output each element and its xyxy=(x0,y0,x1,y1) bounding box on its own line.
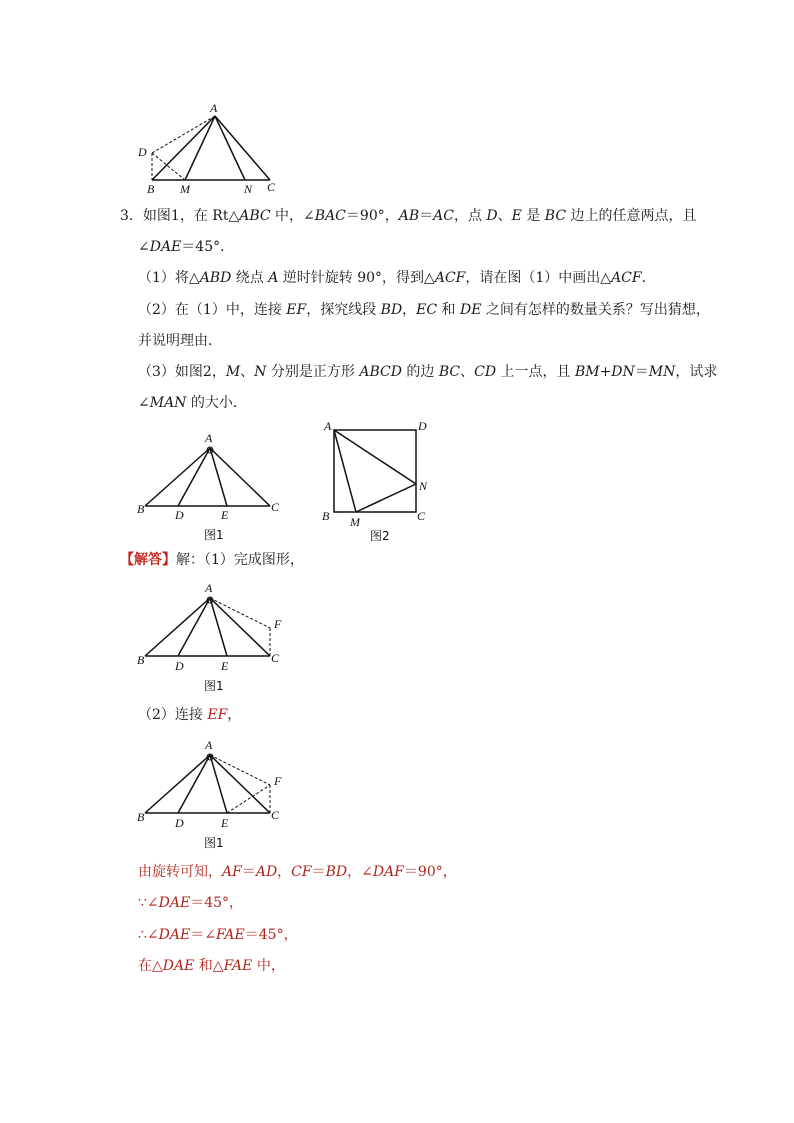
problem-part-2-line-2: 并说明理由． xyxy=(138,333,222,349)
dashed-EF xyxy=(227,785,270,813)
figure-1-with-EF xyxy=(130,735,300,855)
svg-text:F: F xyxy=(274,774,282,788)
label-B: B xyxy=(137,502,145,516)
svg-text:E: E xyxy=(221,659,229,673)
problem-part-2: （2）在（1）中，连接 EF，探究线段 BD，EC 和 DE 之间有怎样的数量关系？写出猜想， xyxy=(138,302,710,318)
label-C: C xyxy=(271,500,280,514)
label-A: A xyxy=(210,101,218,115)
label-C: C xyxy=(267,180,276,194)
svg-text:B: B xyxy=(137,810,145,824)
problem-number: 3． xyxy=(120,208,143,224)
answer-line-3: ∴∠DAE＝∠FAE＝45°， xyxy=(138,927,298,943)
figure-top xyxy=(130,98,290,198)
label-M: M xyxy=(180,182,190,196)
svg-text:A: A xyxy=(205,581,213,595)
label-B: B xyxy=(147,182,155,196)
figure-2-svg xyxy=(318,416,448,546)
figure-1-with-EF-svg xyxy=(130,735,300,855)
figure-1 xyxy=(130,428,290,548)
label-N: N xyxy=(419,479,428,493)
answer-line-4: 在△DAE 和△FAE 中， xyxy=(138,958,285,974)
svg-text:A: A xyxy=(205,738,213,752)
answer-line-1: 由旋转可知，AF＝AD，CF＝BD，∠DAF＝90°， xyxy=(138,864,457,880)
caption-fig2: 图2 xyxy=(370,529,390,543)
answer-intro: 【解答】解：（1）完成图形， xyxy=(120,552,304,568)
svg-text:C: C xyxy=(271,808,280,822)
label-B: B xyxy=(322,509,330,523)
label-A: A xyxy=(205,431,213,445)
label-C: C xyxy=(417,509,426,523)
label-A: A xyxy=(324,419,332,433)
svg-text:B: B xyxy=(137,653,145,667)
problem-line-2: ∠DAE＝45°． xyxy=(138,239,235,255)
line-AN xyxy=(215,116,245,180)
label-M: M xyxy=(350,515,360,529)
label-E: E xyxy=(221,508,229,522)
figure-top-svg xyxy=(130,98,290,198)
figure-1-completed xyxy=(130,578,300,698)
caption-fig1c: 图1 xyxy=(204,836,224,850)
svg-text:D: D xyxy=(175,816,184,830)
problem-part-3-line-2: ∠MAN 的大小． xyxy=(138,395,247,411)
problem-part-3: （3）如图2，M、N 分别是正方形 ABCD 的边 BC、CD 上一点，且 BM+DN＝MN，试求 xyxy=(138,364,718,380)
dashed-AF xyxy=(210,598,270,628)
square-ABCD xyxy=(334,430,416,512)
svg-text:F: F xyxy=(274,617,282,631)
line-AM xyxy=(185,116,215,180)
svg-text:C: C xyxy=(271,651,280,665)
caption-fig1b: 图1 xyxy=(204,679,224,693)
line-AC xyxy=(215,116,270,180)
answer-tag: 【解答】 xyxy=(120,552,176,568)
figure-1-completed-svg xyxy=(130,578,300,698)
svg-text:E: E xyxy=(221,816,229,830)
answer-line-2: ∵∠DAE＝45°， xyxy=(138,895,244,911)
label-D: D xyxy=(175,508,184,522)
figure-1-svg xyxy=(130,428,290,548)
svg-text:D: D xyxy=(175,659,184,673)
problem-line-1: 3．如图1，在 Rt△ABC 中，∠BAC＝90°，AB＝AC，点 D、E 是 BC 边上的任意两点，且 xyxy=(120,208,697,224)
label-D: D xyxy=(138,145,147,159)
problem-part-1: （1）将△ABD 绕点 A 逆时针旋转 90°，得到△ACF，请在图（1）中画出△ACF． xyxy=(138,270,656,286)
label-N: N xyxy=(244,182,253,196)
answer-step-2: （2）连接 EF， xyxy=(138,707,242,723)
caption-fig1: 图1 xyxy=(204,528,224,542)
label-D: D xyxy=(418,419,427,433)
figure-2 xyxy=(318,416,448,546)
